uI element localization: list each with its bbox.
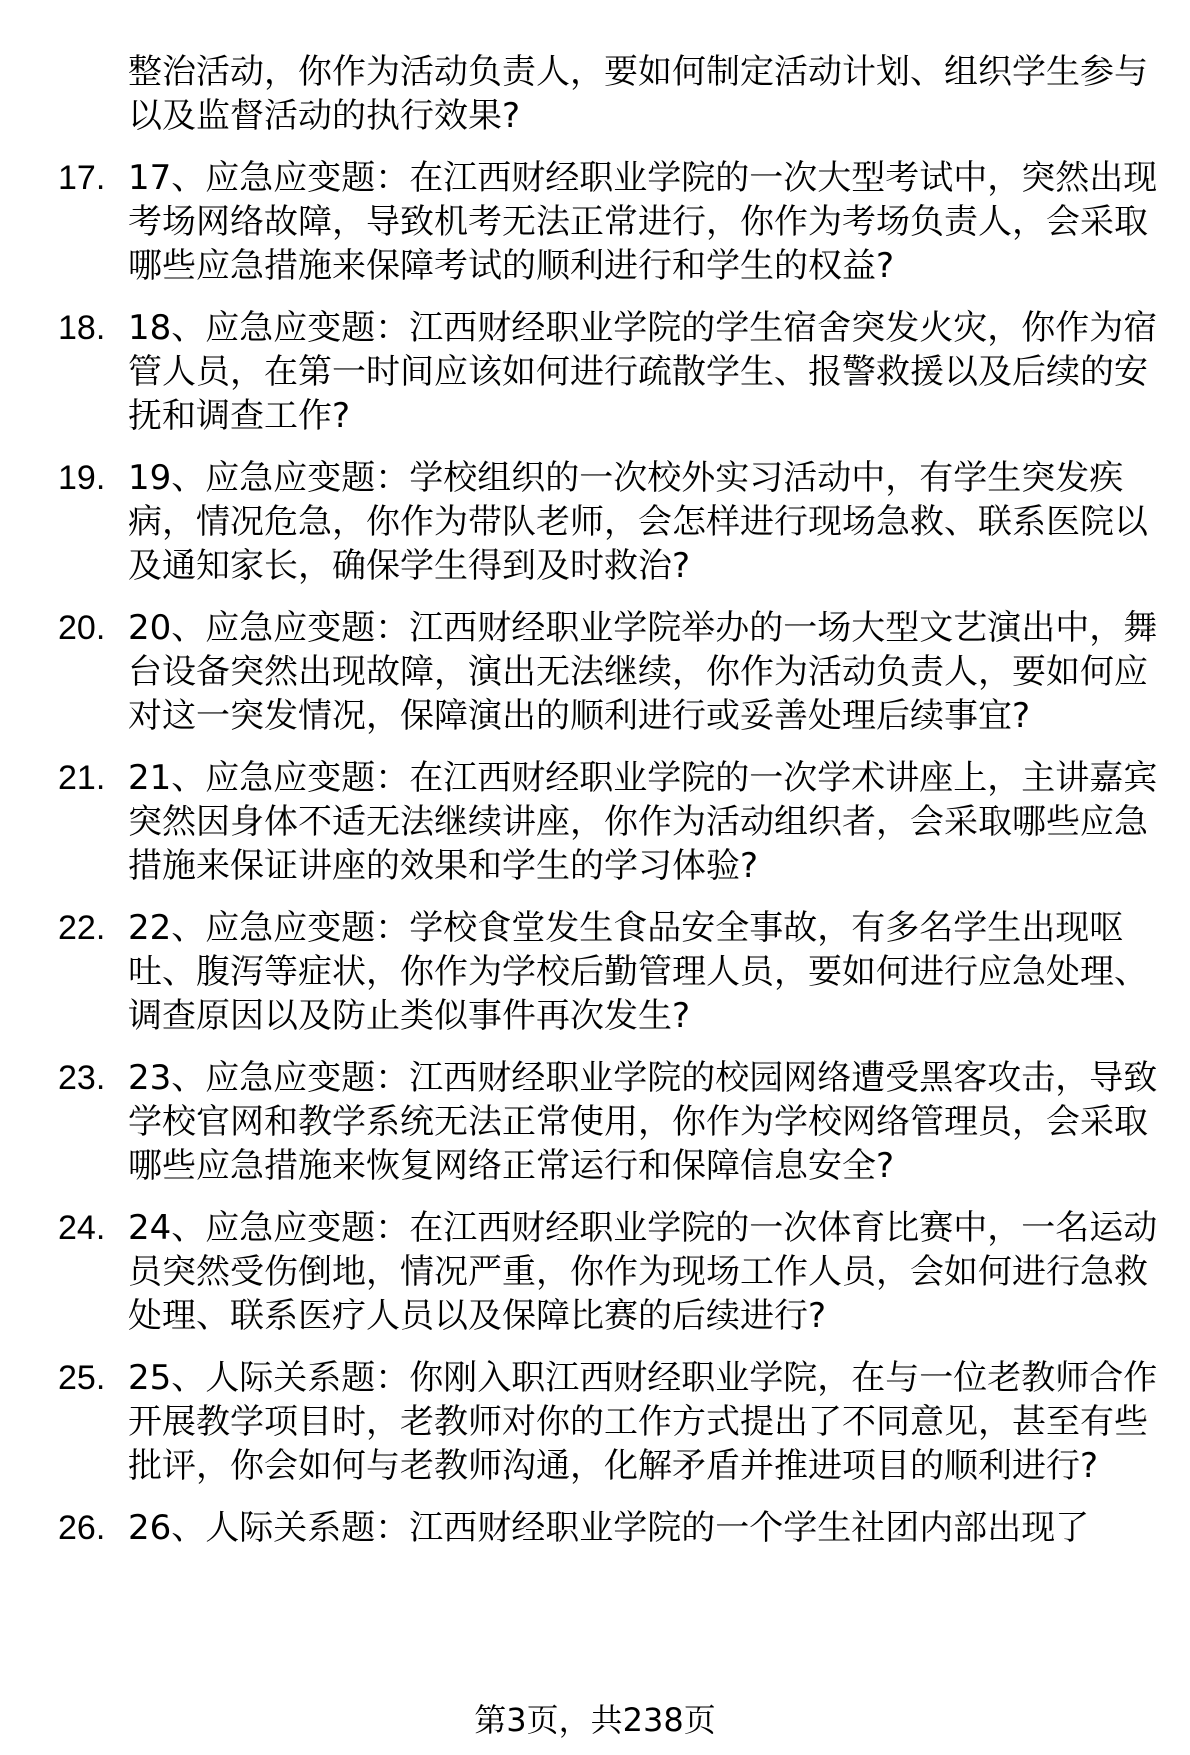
- item-number: 25.: [58, 1359, 106, 1397]
- list-item: [58, 1206, 1158, 1338]
- item-text: 17、应急应变题：在江西财经职业学院的一次大型考试中，突然出现考场网络故障，导致机考无法正常进行，你作为考场负责人，会采取哪些应急措施来保障考试的顺利进行和学生的权益?: [128, 158, 1158, 286]
- list-item: [58, 1506, 1158, 1550]
- item-number: 26.: [58, 1509, 106, 1547]
- document-body: [58, 50, 1158, 1568]
- list-item: [58, 1056, 1158, 1188]
- item-number: 18.: [58, 309, 106, 347]
- list-item: [58, 756, 1158, 888]
- item-text: 25、人际关系题：你刚入职江西财经职业学院，在与一位老教师合作开展教学项目时，老教师对你的工作方式提出了不同意见，甚至有些批评，你会如何与老教师沟通，化解矛盾并推进项目的顺利进行?: [128, 1358, 1158, 1486]
- item-number: 20.: [58, 609, 106, 647]
- list-item: [58, 306, 1158, 438]
- list-item: [58, 606, 1158, 738]
- item-number: 17.: [58, 159, 106, 197]
- item-number: 19.: [58, 459, 106, 497]
- item-number: 21.: [58, 759, 106, 797]
- item-number: 23.: [58, 1059, 106, 1097]
- item-text: 21、应急应变题：在江西财经职业学院的一次学术讲座上，主讲嘉宾突然因身体不适无法继续讲座，你作为活动组织者，会采取哪些应急措施来保证讲座的效果和学生的学习体验?: [128, 758, 1158, 886]
- item-text: 18、应急应变题：江西财经职业学院的学生宿舍突发火灾，你作为宿管人员，在第一时间应该如何进行疏散学生、报警救援以及后续的安抚和调查工作?: [128, 308, 1158, 436]
- list-item: [58, 906, 1158, 1038]
- list-item: [58, 456, 1158, 588]
- item-text: 26、人际关系题：江西财经职业学院的一个学生社团内部出现了: [128, 1508, 1090, 1548]
- item-text: 22、应急应变题：学校食堂发生食品安全事故，有多名学生出现呕吐、腹泻等症状，你作为学校后勤管理人员，要如何进行应急处理、调查原因以及防止类似事件再次发生?: [128, 908, 1148, 1036]
- item-text: 19、应急应变题：学校组织的一次校外实习活动中，有学生突发疾病，情况危急，你作为带队老师，会怎样进行现场急救、联系医院以及通知家长，确保学生得到及时救治?: [128, 458, 1148, 586]
- page-footer: 第3页，共238页: [474, 1701, 716, 1739]
- item-number: 22.: [58, 909, 106, 947]
- continuation-text: 整治活动，你作为活动负责人，要如何制定活动计划、组织学生参与以及监督活动的执行效果?: [128, 52, 1148, 136]
- item-text: 20、应急应变题：江西财经职业学院举办的一场大型文艺演出中，舞台设备突然出现故障，演出无法继续，你作为活动负责人，要如何应对这一突发情况，保障演出的顺利进行或妥善处理后续事宜?: [128, 608, 1158, 736]
- item-text: 24、应急应变题：在江西财经职业学院的一次体育比赛中，一名运动员突然受伤倒地，情况严重，你作为现场工作人员，会如何进行急救处理、联系医疗人员以及保障比赛的后续进行?: [128, 1208, 1158, 1336]
- item-number: 24.: [58, 1209, 106, 1247]
- list-item: [58, 1356, 1158, 1488]
- item-text: 23、应急应变题：江西财经职业学院的校园网络遭受黑客攻击，导致学校官网和教学系统无法正常使用，你作为学校网络管理员，会采取哪些应急措施来恢复网络正常运行和保障信息安全?: [128, 1058, 1158, 1186]
- list-item: [58, 156, 1158, 288]
